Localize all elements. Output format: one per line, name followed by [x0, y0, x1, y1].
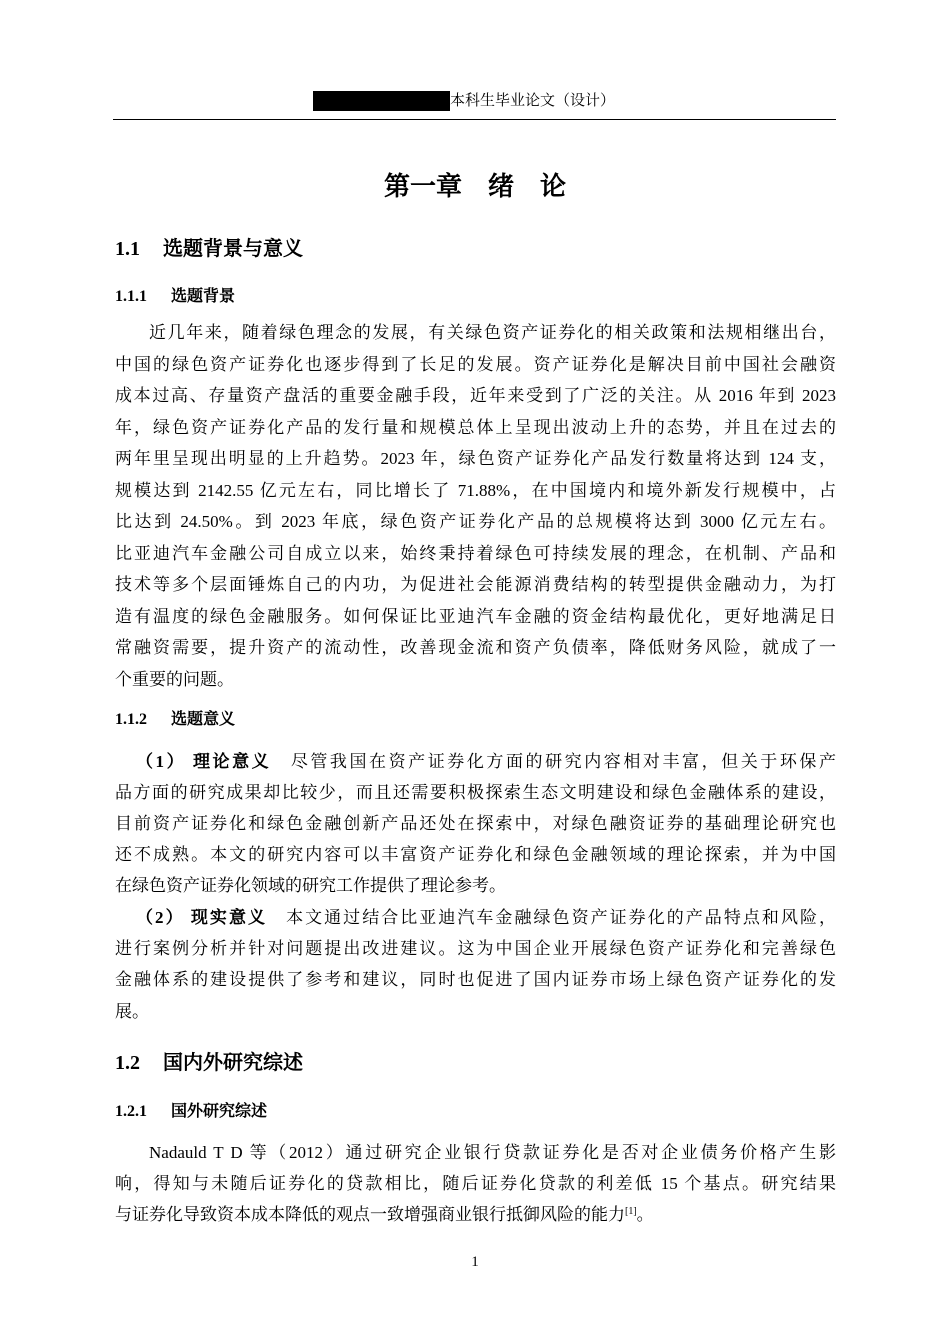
text-line: 目前资产证券化和绿色金融创新产品还处在探索中，对绿色融资证券的基础理论研究也 [115, 814, 836, 833]
redacted-institution-name [313, 91, 450, 111]
page-number: 1 [471, 1254, 479, 1270]
text-line: 展。 [115, 1002, 149, 1021]
text-run: 尽管我国在资产证券化方面的研究内容相对丰富，但关于环保产 [288, 752, 836, 771]
section-heading-1-1-1 [115, 284, 235, 310]
section-number: 1.2 [115, 1052, 140, 1074]
section-heading-1-2-1 [115, 1099, 267, 1125]
text-line: 成本过高、存量资产盘活的重要金融手段，近年来受到了广泛的关注。从 2016 年到 2023 [115, 386, 836, 405]
text-line: 响，得知与未随后证券化的贷款相比，随后证券化贷款的利差低 15 个基点。研究结果 [115, 1174, 836, 1193]
text-line [136, 902, 836, 933]
text-line: 品方面的研究成果却比较少，而且还需要积极探索生态文明建设和绿色金融体系的建设， [115, 783, 836, 802]
running-header: 本科生毕业论文（设计） [450, 93, 616, 109]
text-run: 与证券化导致资本成本降低的观点一致增强商业银行抵御风险的能力 [115, 1205, 625, 1224]
section-number: 1.2.1 [115, 1103, 147, 1120]
chapter-title: 第一章 绪 论 [383, 171, 566, 201]
text-line: 近几年来，随着绿色理念的发展，有关绿色资产证券化的相关政策和法规相继出台， [149, 323, 836, 342]
section-number: 1.1.2 [115, 711, 147, 728]
section-heading-1-1-2 [115, 707, 235, 733]
text-line: 造有温度的绿色金融服务。如何保证比亚迪汽车金融的资金结构最优化，更好地满足日 [115, 607, 836, 626]
text-line: 两年里呈现出明显的上升趋势。2023 年，绿色资产证券化产品发行数量将达到 124 支， [115, 449, 836, 468]
text-line [115, 1199, 836, 1230]
section-title: 国外研究综述 [171, 1103, 268, 1120]
text-line: 金融体系的建设提供了参考和建议，同时也促进了国内证券市场上绿色资产证券化的发 [115, 970, 836, 989]
text-line: 个重要的问题。 [115, 670, 234, 689]
section-title: 选题意义 [171, 711, 236, 728]
citation-link[interactable]: [1] [625, 1206, 637, 1217]
text-line: 比达到 24.50%。到 2023 年底，绿色资产证券化产品的总规模将达到 3000 亿元左右。 [115, 512, 836, 531]
section-heading-1-2 [115, 1048, 303, 1078]
text-line: 在绿色资产证券化领域的研究工作提供了理论参考。 [115, 876, 506, 895]
text-line: Nadauld T D 等（2012）通过研究企业银行贷款证券化是否对企业债务价格产生影 [149, 1143, 836, 1162]
section-number: 1.1.1 [115, 288, 147, 305]
text-line: 常融资需要，提升资产的流动性，改善现金流和资产负债率，降低财务风险，就成了一 [115, 638, 836, 657]
section-title: 选题背景 [171, 288, 236, 305]
item-label: （1） 理论意义 [136, 752, 272, 771]
header-divider [113, 119, 836, 120]
text-line: 年，绿色资产证券化产品的发行量和规模总体上呈现出波动上升的态势，并且在过去的 [115, 418, 836, 437]
text-line: 比亚迪汽车金融公司自成立以来，始终秉持着绿色可持续发展的理念，在机制、产品和 [115, 544, 836, 563]
text-line: 中国的绿色资产证券化也逐步得到了长足的发展。资产证券化是解决目前中国社会融资 [115, 355, 836, 374]
text-line: 还不成熟。本文的研究内容可以丰富资产证券化和绿色金融领域的理论探索，并为中国 [115, 845, 836, 864]
section-heading-1-1 [115, 234, 303, 264]
text-line [136, 746, 836, 777]
item-label: （2） 现实意义 [136, 908, 268, 927]
text-run: 。 [636, 1205, 654, 1224]
section-number: 1.1 [115, 238, 140, 260]
text-line: 规模达到 2142.55 亿元左右，同比增长了 71.88%，在中国境内和境外新发行规模中，占 [115, 481, 836, 500]
text-line: 技术等多个层面锤炼自己的内功，为促进社会能源消费结构的转型提供金融动力，为打 [115, 575, 836, 594]
text-line: 进行案例分析并针对问题提出改进建议。这为中国企业开展绿色资产证券化和完善绿色 [115, 939, 836, 958]
section-title: 国内外研究综述 [163, 1052, 303, 1074]
text-run: 本文通过结合比亚迪汽车金融绿色资产证券化的产品特点和风险， [284, 908, 837, 927]
section-title: 选题背景与意义 [163, 238, 303, 260]
